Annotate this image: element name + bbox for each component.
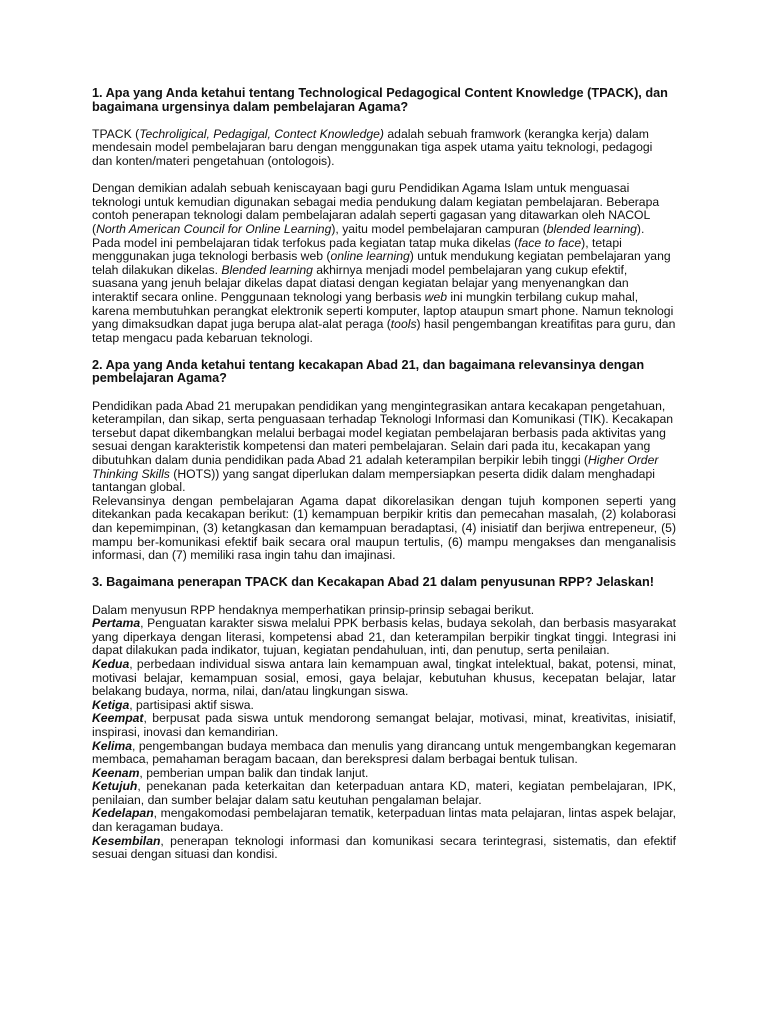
q3-intro: Dalam menyusun RPP hendaknya memperhatikan prinsip-prinsip sebagai berikut.: [92, 602, 535, 617]
principle-item: Keempat, berpusat pada siswa untuk mendorong semangat belajar, motivasi, minat, kreativitas, inisiatif, inspirasi, inovasi dan kemandirian.: [92, 711, 676, 739]
q1-paragraph-1: TPACK (Techroligical, Pedagigal, Contect Knowledge) adalah sebuah framwork (kerangka kerja) dalam mendesain model pembelajaran baru dengan menggunakan tiga aspek utama yaitu teknologi, pedagogi dan konten/materi pengetahuan (ontologois).: [92, 126, 653, 168]
document-content: [92, 87, 676, 862]
question-3-heading: 3. Bagaimana penerapan TPACK dan Kecakapan Abad 21 dalam penyusunan RPP? Jelaskan!: [92, 575, 654, 590]
question-2-heading: 2. Apa yang Anda ketahui tentang kecakapan Abad 21, dan bagaimana relevansinya dengan pembelajaran Agama?: [92, 357, 645, 386]
q2-paragraph-2: Relevansinya dengan pembelajaran Agama dapat dikorelasikan dengan tujuh komponen seperti yang ditekankan pada kecakapan berikut: (1) kemampuan berpikir kritis dan pemecahan masalah, (2) kolaborasi dan kepemimpinan, (3) ketangkasan dan kemampuan beradaptasi, (4) inisiatif dan berjiwa entrepeneur, (5) mampu ber-komunikasi efektif baik secara oral maupun tertulis, (6) mampu mengakses dan menganalisis informasi, dan (7) memiliki rasa ingin tahu dan imajinasi.: [92, 493, 676, 563]
principle-item: Kedelapan, mengakomodasi pembelajaran tematik, keterpaduan lintas mata pelajaran, lintas aspek belajar, dan keragaman budaya.: [92, 806, 676, 835]
principle-item: Pertama, Penguatan karakter siswa melalui PPK berbasis kelas, budaya sekolah, dan berbasis masyarakat yang diperkaya dengan literasi, kompetensi abad 21, dan keterampilan berpikir tingkat tinggi. Integrasi ini dapat dilakukan pada indikator, tujuan, kegiatan pendahuluan, inti, dan penutup, serta penilaian.: [92, 616, 676, 658]
principle-item: Kelima, pengembangan budaya membaca dan menulis yang dirancang untuk mengembangkan kegemaran membaca, pemahaman beragam bacaan, dan berekspresi dalam berbagai bentuk tulisan.: [92, 738, 676, 767]
q1-paragraph-2: Dengan demikian adalah sebuah keniscayaan bagi guru Pendidikan Agama Islam untuk menguasai teknologi untuk kemudian digunakan sebagai media pendukung dalam kegiatan pembelajaran. Beberapa contoh penerapan teknologi dalam pembelajaran adalah seperti gagasan yang ditawarkan oleh NACOL (North American Council for Online Learning), yaitu model pembelajaran campuran (blended learning). Pada model ini pembelajaran tidak terfokus pada kegiatan tatap muka dikelas (face to face), tetapi menggunakan juga teknologi berbasis web (online learning) untuk mendukung kegiatan pembelajaran yang telah dilakukan dikelas. Blended learning akhirnya menjadi model pembelajaran yang cukup efektif, suasana yang jenuh belajar dikelas dapat diatasi dengan kegiatan belajar yang menyenangkan dan interaktif secara online. Penggunaan teknologi yang berbasis web ini mungkin terbilang cukup mahal, karena membutuhkan perangkat elektronik seperti komputer, laptop ataupun smart phone. Namun teknologi yang dimaksudkan dapat juga berupa alat-alat peraga (tools) hasil pengembangan kreatifitas para guru, dan tetap mengacu pada kebaruan teknologi.: [92, 181, 676, 345]
principle-item: Keenam, pemberian umpan balik dan tindak lanjut.: [92, 765, 369, 780]
principle-item: Ketiga, partisipasi aktif siswa.: [92, 697, 254, 712]
principle-item: Ketujuh, penekanan pada keterkaitan dan keterpaduan antara KD, materi, kegiatan pembelajaran, IPK, penilaian, dan sumber belajar dalam satu keutuhan pengalaman belajar.: [92, 779, 676, 807]
principle-item: Kedua, perbedaan individual siswa antara lain kemampuan awal, tingkat intelektual, bakat, potensi, minat, motivasi belajar, kemampuan sosial, emosi, gaya belajar, kebutuhan khusus, kecepatan belajar, latar belakang budaya, norma, nilai, dan/atau lingkungan siswa.: [92, 656, 676, 699]
q2-paragraph-1: Pendidikan pada Abad 21 merupakan pendidikan yang mengintegrasikan antara kecakapan pengetahuan, keterampilan, dan sikap, serta penguasaan terhadap Teknologi Informasi dan Komunikasi (TIK). Kecakapan tersebut dapat dikembangkan melalui berbagai model kegiatan pembelajaran berbasis pada aktivitas yang sesuai dengan karakteristik kompetensi dan materi pembelajaran. Selain dari pada itu, kecakapan yang dibutuhkan dalam dunia pendidikan pada Abad 21 adalah keterampilan berpikir lebih tinggi (Higher Order Thinking Skills (HOTS)) yang sangat diperlukan dalam mempersiapkan peserta didik dalam menghadapi tantangan global.: [92, 398, 674, 495]
principle-list: [92, 617, 676, 862]
question-1-heading: 1. Apa yang Anda ketahui tentang Technological Pedagogical Content Knowledge (TPACK), dan bagaimana urgensinya dalam pembelajaran Agama?: [92, 86, 668, 114]
principle-item: Kesembilan, penerapan teknologi informasi dan komunikasi secara terintegrasi, sistematis, dan efektif sesuai dengan situasi dan kondisi.: [92, 833, 676, 862]
